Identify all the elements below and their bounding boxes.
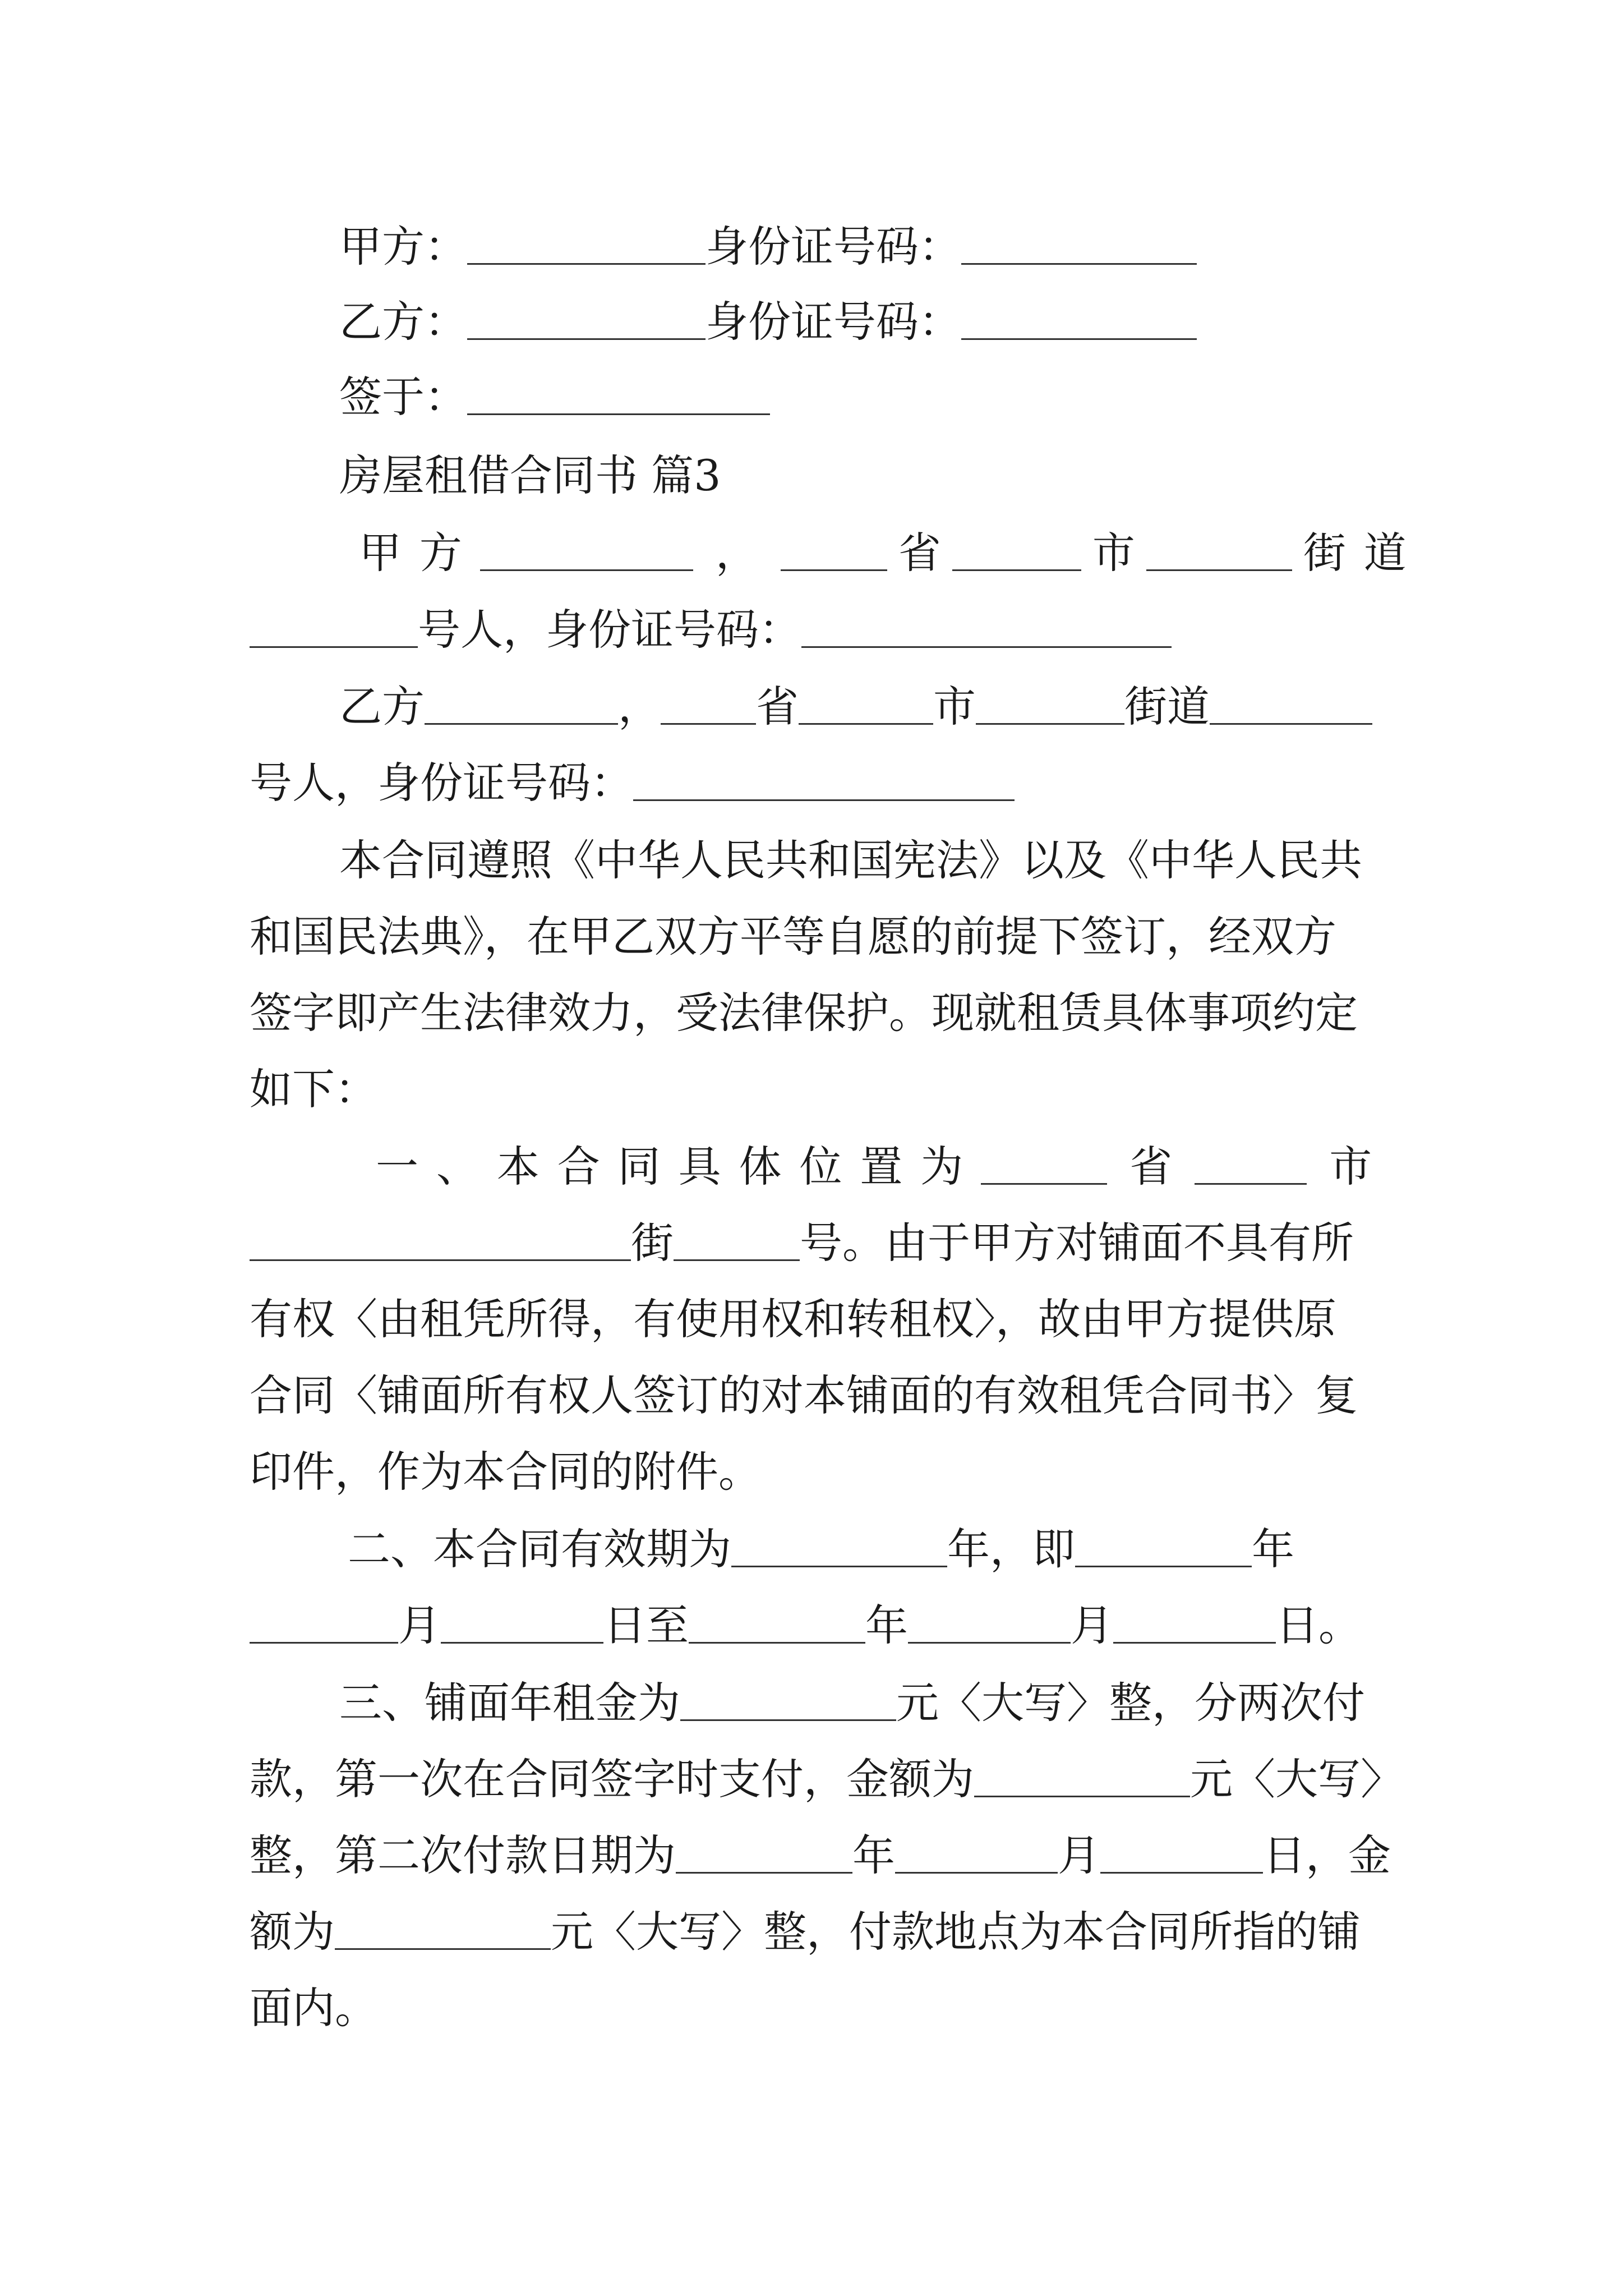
party-a-label: 甲方： — [339, 222, 467, 272]
clause-2-month-label: 月 — [398, 1600, 441, 1650]
clause-1-city-label: 市 — [1329, 1142, 1372, 1191]
lessee-street-blank — [976, 687, 1124, 725]
clause-2-year3-label: 年 — [865, 1600, 908, 1650]
clause-2-end-month-blank — [908, 1606, 1071, 1644]
clause-3-month-label: 月 — [1058, 1830, 1100, 1880]
clause-3-first-payment-text: 款，第一次在合同签字时支付，金额为 — [250, 1754, 974, 1804]
lessor-id-blank — [801, 610, 1172, 648]
party-a-name-blank — [467, 227, 706, 265]
party-b-id-label: 身份证号码： — [706, 297, 961, 347]
clause-3-lead: 三、铺面年租金为 — [339, 1678, 680, 1728]
clause-3-day-label: 日，金 — [1263, 1830, 1391, 1880]
clause-3-second-month-blank — [895, 1836, 1058, 1874]
clause-1-line-2 — [250, 1216, 1354, 1270]
party-b-label: 乙方： — [339, 297, 467, 347]
lessee-line-2 — [250, 756, 1015, 810]
lessor-province-blank — [781, 533, 887, 571]
clause-2-year2-label: 年 — [1252, 1524, 1294, 1574]
clause-3-line-5: 面内。 — [250, 1983, 377, 2033]
party-b-line — [339, 295, 1197, 349]
clause-3-location-text: 元〈大写〉整，付款地点为本合同所指的铺 — [551, 1907, 1361, 1957]
clause-2-month2-label: 月 — [1071, 1600, 1113, 1650]
lessor-line-1 — [359, 526, 1424, 580]
lessee-city-blank — [799, 687, 933, 725]
clause-1-street-blank — [250, 1223, 631, 1261]
clause-1-street-label: 街 — [631, 1218, 674, 1268]
clause-2-line-1 — [348, 1522, 1294, 1576]
clause-2-end-year-blank — [689, 1606, 865, 1644]
lessor-comma: ， — [715, 528, 758, 578]
clause-3-line-1 — [339, 1676, 1365, 1730]
clause-1-rest: 号。由于甲方对铺面不具有所 — [800, 1218, 1354, 1268]
lessee-prefix: 乙方 — [339, 682, 425, 731]
clause-2-day-to-label: 日至 — [603, 1600, 689, 1650]
clause-3-first-amount-blank — [974, 1760, 1190, 1797]
clause-2-years-blank — [731, 1530, 947, 1567]
lessee-province-blank — [661, 687, 756, 725]
lessee-street-label: 街道 — [1124, 682, 1210, 731]
lessor-city-label: 市 — [1092, 528, 1135, 578]
clause-2-start-month-blank — [250, 1606, 398, 1644]
lessee-id-blank — [633, 763, 1015, 801]
clause-2-start-day-blank — [441, 1606, 603, 1644]
lessor-number-id-label: 号人，身份证号码： — [418, 605, 801, 655]
clause-1-line-3: 有权〈由租凭所得，有使用权和转租权〉，故由甲方提供原 — [250, 1294, 1336, 1344]
party-b-name-blank — [467, 302, 706, 340]
clause-2-end-day-blank — [1113, 1606, 1276, 1644]
lessor-prefix: 甲方 — [359, 528, 480, 578]
lessor-city-blank — [952, 533, 1081, 571]
clause-1-lead: 一、本合同具体位置为 — [376, 1142, 981, 1191]
clause-2-year-label: 年，即 — [947, 1524, 1075, 1574]
clause-3-second-amount-blank — [335, 1912, 551, 1950]
clause-3-line-4 — [250, 1905, 1361, 1959]
lessee-name-blank — [425, 687, 618, 725]
clause-1-line-4: 合同〈铺面所有权人签订的对本铺面的有效租凭合同书〉复 — [250, 1370, 1358, 1420]
lessee-number-id-label: 号人，身份证号码： — [250, 758, 633, 808]
lessee-comma: ， — [618, 682, 661, 731]
lessee-line-1 — [339, 680, 1372, 734]
lessor-number-blank — [250, 610, 418, 648]
preamble-line-2: 和国民法典》，在甲乙双方平等自愿的前提下签订，经双方 — [250, 912, 1336, 961]
clause-3-line-3 — [250, 1829, 1391, 1883]
lessor-street-blank — [1146, 533, 1292, 571]
signed-at-label: 签于： — [339, 372, 467, 422]
clause-1-city-blank — [1195, 1147, 1307, 1185]
clause-1-province-label: 省 — [1129, 1142, 1173, 1191]
clause-1-line-1 — [376, 1140, 1372, 1194]
lessor-line-2 — [250, 603, 1172, 657]
clause-3-first-amount-words: 元〈大写〉 — [1190, 1754, 1403, 1804]
clause-3-amount-words: 元〈大写〉整，分两次付 — [896, 1678, 1365, 1728]
clause-2-lead: 二、本合同有效期为 — [348, 1524, 731, 1574]
clause-3-line-2 — [250, 1752, 1403, 1806]
clause-1-province-blank — [981, 1147, 1107, 1185]
party-a-id-label: 身份证号码： — [706, 222, 961, 272]
lessee-city-label: 市 — [933, 682, 976, 731]
preamble-line-3: 签字即产生法律效力，受法律保护。现就租赁具体事项约定 — [250, 988, 1358, 1038]
section-heading: 房屋租借合同书 篇3 — [339, 450, 721, 500]
clause-1-line-5: 印件，作为本合同的附件。 — [250, 1447, 761, 1497]
clause-2-line-2 — [250, 1599, 1361, 1653]
clause-3-amount-label: 额为 — [250, 1907, 335, 1957]
clause-1-number-blank — [674, 1223, 800, 1261]
signed-at-line — [339, 370, 770, 424]
lessor-province-label: 省 — [898, 528, 941, 578]
party-b-id-blank — [961, 302, 1197, 340]
party-a-line — [339, 220, 1197, 274]
party-a-id-blank — [961, 227, 1197, 265]
clause-3-annual-rent-blank — [680, 1683, 896, 1721]
lessee-province-label: 省 — [756, 682, 799, 731]
clause-2-day-end-label: 日。 — [1276, 1600, 1361, 1650]
preamble-line-4: 如下： — [250, 1064, 377, 1114]
lessor-name-blank — [480, 533, 693, 571]
signed-at-blank — [467, 378, 770, 415]
clause-2-start-year-blank — [1075, 1530, 1252, 1567]
clause-3-second-date-text: 整，第二次付款日期为 — [250, 1830, 676, 1880]
lessor-street-label: 街道 — [1303, 528, 1424, 578]
clause-3-second-year-blank — [676, 1836, 852, 1874]
lessee-street-number-blank — [1210, 687, 1372, 725]
preamble-line-1: 本合同遵照《中华人民共和国宪法》以及《中华人民共 — [339, 835, 1362, 885]
clause-3-year-label: 年 — [852, 1830, 895, 1880]
clause-3-second-day-blank — [1100, 1836, 1263, 1874]
